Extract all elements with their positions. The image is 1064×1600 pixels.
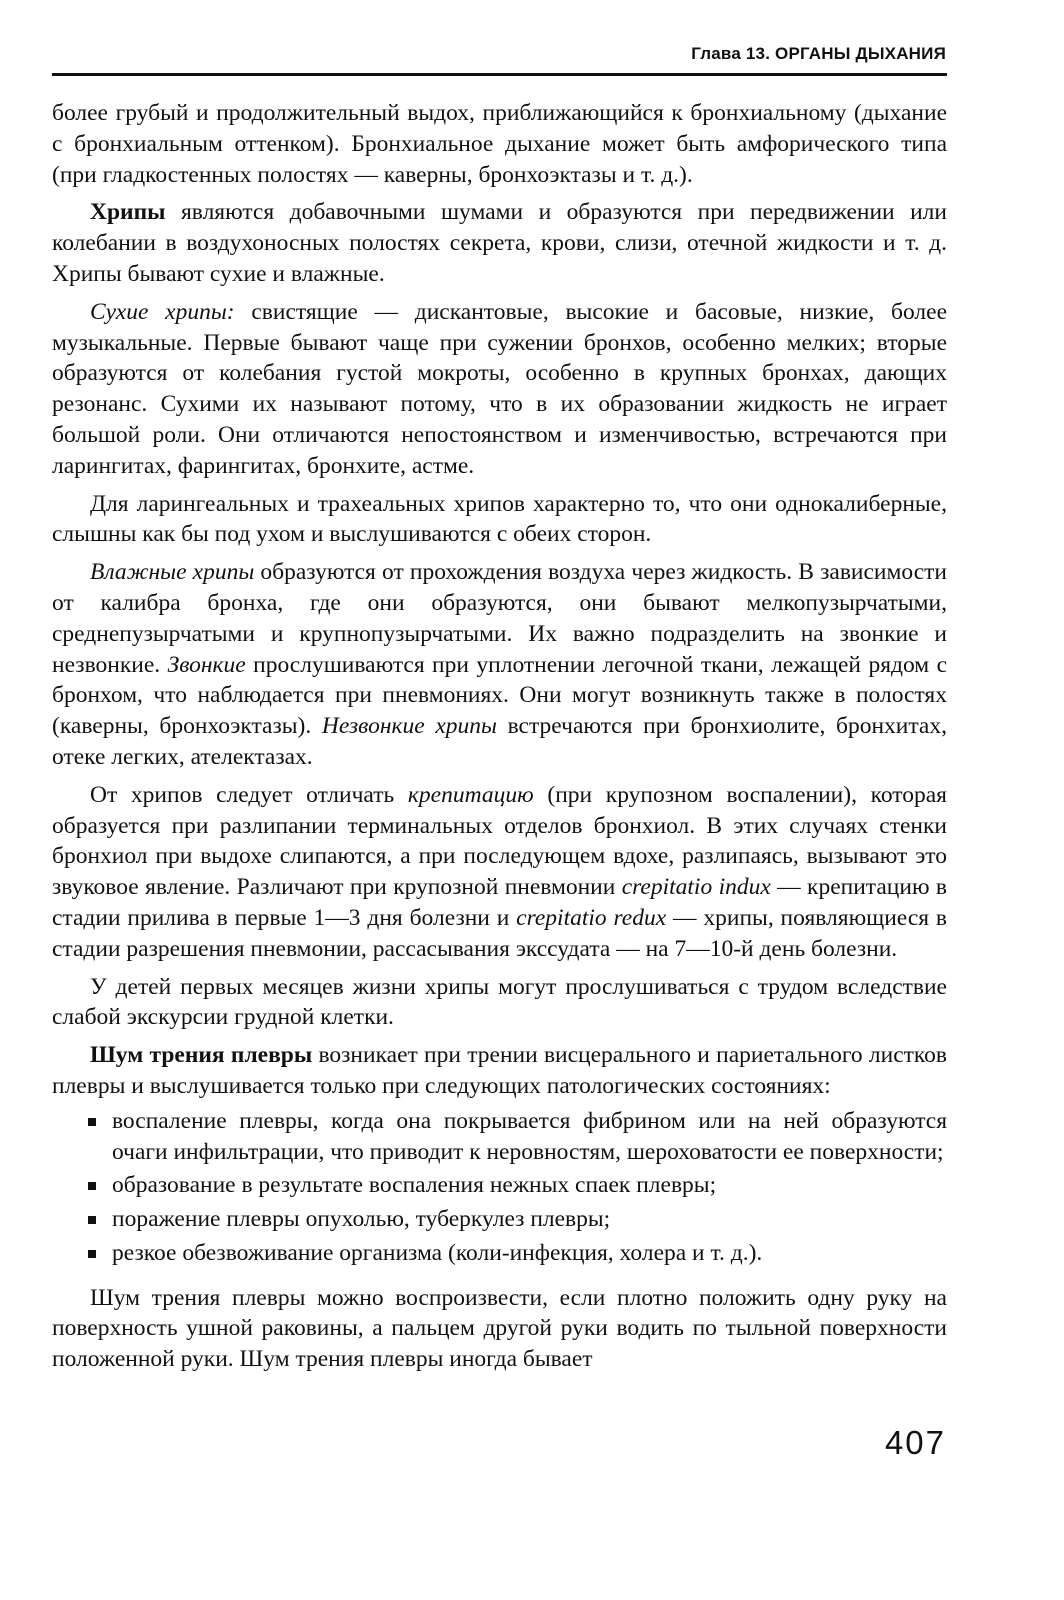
paragraph-text: свистящие — дискантовые, высокие и басовые, низкие, более музыкальные. Первые бывают чаще при сужении бронхов, особенно мелких; вторые образуются от колебания густой мокроты, особенно в крупных бронхах, дающих резонанс. Сухими их называют потому, что в их образовании жидкость не играет большой роли. Они отличаются непостоянством и изменчивостью, встречаются при ларингитах, фарингитах, бронхите, астме. [52, 298, 947, 479]
paragraph-text: прослушиваются при уплотнении легочной ткани, лежащей рядом с бронхом, что наблюдается при пневмониях. Они могут возникнуть также в полостях (каверны, бронхоэктазы). [52, 651, 947, 740]
paragraph-text: образуются от прохождения воздуха через жидкость. В зависимости от калибра бронха, где они образуются, они бывают мелкопузырчатыми, среднепузырчатыми и крупнопузырчатыми. Их важно подразделить на звонкие и незвонкие. [52, 559, 947, 678]
paragraph-rales [52, 197, 947, 289]
paragraph-text: (при крупозном воспалении), которая образуется при разлипании терминальных отделов бронхиол. В этих случаях стенки бронхиол при выдохе слипаются, а при последующем вдохе, разлипаясь, вызывают это звуковое явление. Различают при крупозной пневмонии [52, 781, 947, 901]
page-body [52, 98, 947, 1375]
paragraph-pleural-rub [52, 1040, 947, 1102]
paragraph-text: — хрипы, появляющиеся в стадии разрешения пневмонии, рассасывания экссудата — на 7—10-й день болезни. [52, 904, 948, 962]
term-italic: crepitatio indux [621, 874, 771, 901]
paragraph-text: более грубый и продолжительный выдох, приближающийся к бронхиальному (дыхание с бронхиальным оттенком). Бронхиальное дыхание может быть амфорического типа (при гладкостенных полостях — каверны, бронхоэктазы и т. д.). [52, 100, 947, 188]
list-item: воспаление плевры, когда она покрывается фибрином или на ней образуются очаги инфильтрации, что приводит к неровностям, шероховатости ее поверхности; [52, 1106, 947, 1168]
paragraph-text: являются добавочными шумами и образуются при передвижении или колебании в воздухоносных полостях секрета, крови, слизи, отечной жидкости и т. д. Хрипы бывают сухие и влажные. [52, 199, 947, 287]
paragraph-bronchial-breathing [52, 98, 947, 190]
list-item: образование в результате воспаления нежных спаек плевры; [52, 1170, 947, 1201]
paragraph-text: У детей первых месяцев жизни хрипы могут прослушиваться с трудом вследствие слабой экскурсии грудной клетки. [52, 973, 947, 1031]
term-bold: Хрипы [90, 199, 166, 226]
bullet-list [52, 1106, 947, 1269]
running-head: Глава 13. ОРГАНЫ ДЫХАНИЯ [691, 44, 946, 63]
term-italic: crepitatio redux [516, 904, 667, 931]
paragraph-text: — крепитацию в стадии прилива в первые 1—3 дня болезни и [52, 874, 947, 931]
term-italic: Влажные хрипы [90, 559, 255, 586]
list-item: резкое обезвоживание организма (коли-инфекция, холера и т. д.). [52, 1238, 947, 1269]
term-italic: Звонкие [167, 651, 246, 678]
paragraph-text: Шум трения плевры можно воспроизвести, если плотно положить одну руку на поверхность ушной раковины, а пальцем другой руки водить по тыльной поверхности положенной руки. Шум трения плевры иногда бывает [52, 1284, 947, 1373]
paragraph-children [52, 972, 947, 1034]
term-italic: Незвонкие хрипы [321, 713, 497, 740]
paragraph-moist-rales [52, 557, 947, 773]
paragraph-text: возникает при трении висцерального и париетального листков плевры и выслушивается только при следующих патологических состояниях: [52, 1042, 947, 1099]
header-rule [52, 73, 947, 76]
paragraph-dry-rales [52, 297, 947, 482]
paragraph-rub-reproduction [52, 1283, 947, 1375]
term-italic: крепитацию [407, 781, 534, 808]
paragraph-text: От хрипов следует отличать [90, 781, 408, 808]
paragraph-text: встречаются при бронхиолите, бронхитах, отеке легких, ателектазах. [52, 713, 947, 770]
paragraph-laryngeal-rales [52, 489, 947, 551]
list-item: поражение плевры опухолью, туберкулез плевры; [52, 1204, 947, 1235]
term-italic: Сухие хрипы: [90, 298, 235, 325]
term-bold: Шум трения плевры [90, 1042, 313, 1069]
paragraph-crepitation [52, 780, 947, 965]
paragraph-text: Для ларингеальных и трахеальных хрипов характерно то, что они однокалиберные, слышны как бы под ухом и выслушиваются с обеих сторон. [52, 490, 947, 548]
page-number: 407 [884, 1424, 946, 1461]
